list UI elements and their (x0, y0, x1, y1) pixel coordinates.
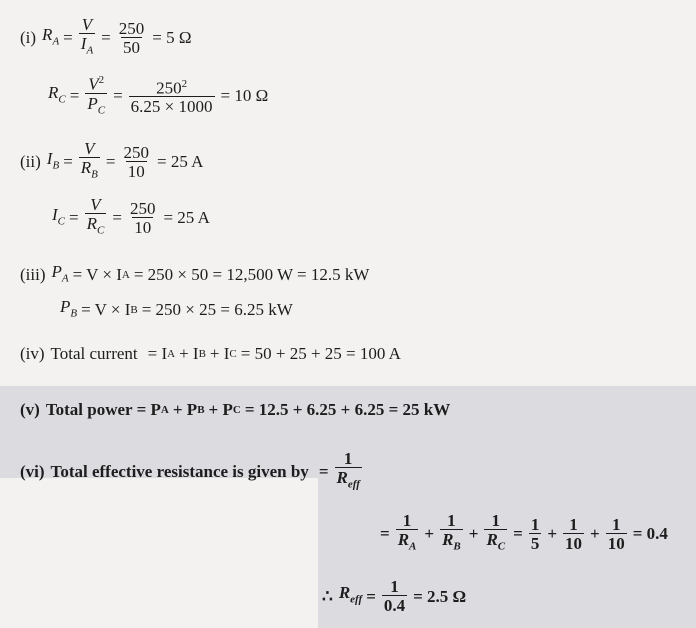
item-label: (iv) (20, 344, 45, 363)
fraction: $\frac{V}{R_C}$ (85, 196, 107, 240)
fraction: $\frac{1}{5}$ (530, 514, 540, 553)
item-label: (iii) (20, 265, 46, 285)
fraction: $\frac{1}{R_{eff}}$ (335, 450, 362, 494)
equation-p-b: $P_B$ = V × I B = 250 × 25 = 6.25 kW (60, 297, 293, 320)
fraction: $\frac{250^2}{6.25 \times 1000}$ (130, 77, 213, 117)
fraction: $\frac{250}{50}$ (118, 18, 145, 57)
equation-total-current: (iv) Total current = I A + I B + I C = 50 + 25 + 25 = 100 A (20, 344, 401, 363)
fraction: $\frac{1}{R_A}$ (396, 512, 419, 556)
item-label: (i) (20, 28, 37, 48)
item-label: (v) (20, 400, 40, 419)
fraction: $\frac{1}{R_C}$ (484, 512, 507, 556)
fraction: $\frac{1}{0.4}$ (383, 577, 406, 615)
equation-p-a: (iii) $P_A$ = V × I A = 250 × 50 = 12,500 W = 12.5 kW (20, 262, 370, 285)
equation-r-eff: ∴ $R_{eff}$ = $\frac{1}{0.4}$ = 2.5 Ω (322, 577, 467, 615)
equation-i-b: (ii) $I_B$ = $\frac{V}{R_B}$ = $\frac{250}{10}$ = 25 A (20, 140, 207, 184)
fraction: $\frac{1}{10}$ (607, 514, 625, 553)
item-label: (vi) (20, 462, 45, 482)
equation-i-c: $I_C$ = $\frac{V}{R_C}$ = $\frac{250}{10}$ = 25 A (52, 196, 214, 240)
equation-total-power: (v) Total power = P A + P B + P C = 12.5 + 6.25 + 6.25 = 25 kW (20, 400, 451, 419)
equation-r-c: $R_C$ = $\frac{V^2}{P_C}$ = $\frac{250^2}{6.25 \times 1000}$ = 10 Ω (48, 72, 272, 120)
equation-r-a: (i) $R_A$ = $\frac{V}{I_A}$ = $\frac{250}{50}$ = 5 Ω (20, 16, 196, 60)
item-label: (ii) (20, 152, 41, 172)
fraction: $\frac{V}{I_A}$ (79, 16, 95, 60)
equation-reciprocal-sum: = $\frac{1}{R_A}$ + $\frac{1}{R_B}$ + $\frac{1}{R_C}$ = $\frac{1}{5}$ + $\frac{1}{10}$ + $\frac{1}{10}$ = 0.4 (376, 512, 672, 556)
fraction: $\frac{V}{R_B}$ (79, 140, 100, 184)
fraction: $\frac{1}{R_B}$ (440, 512, 463, 556)
fraction: $\frac{250}{10}$ (129, 198, 156, 237)
equation-effective-resistance: (vi) Total effective resistance is given by = $\frac{1}{R_{eff}}$ (20, 450, 364, 494)
fraction: $\frac{V^2}{P_C}$ (85, 72, 107, 120)
fraction: $\frac{1}{10}$ (565, 514, 582, 553)
fraction: $\frac{250}{10}$ (123, 142, 149, 181)
